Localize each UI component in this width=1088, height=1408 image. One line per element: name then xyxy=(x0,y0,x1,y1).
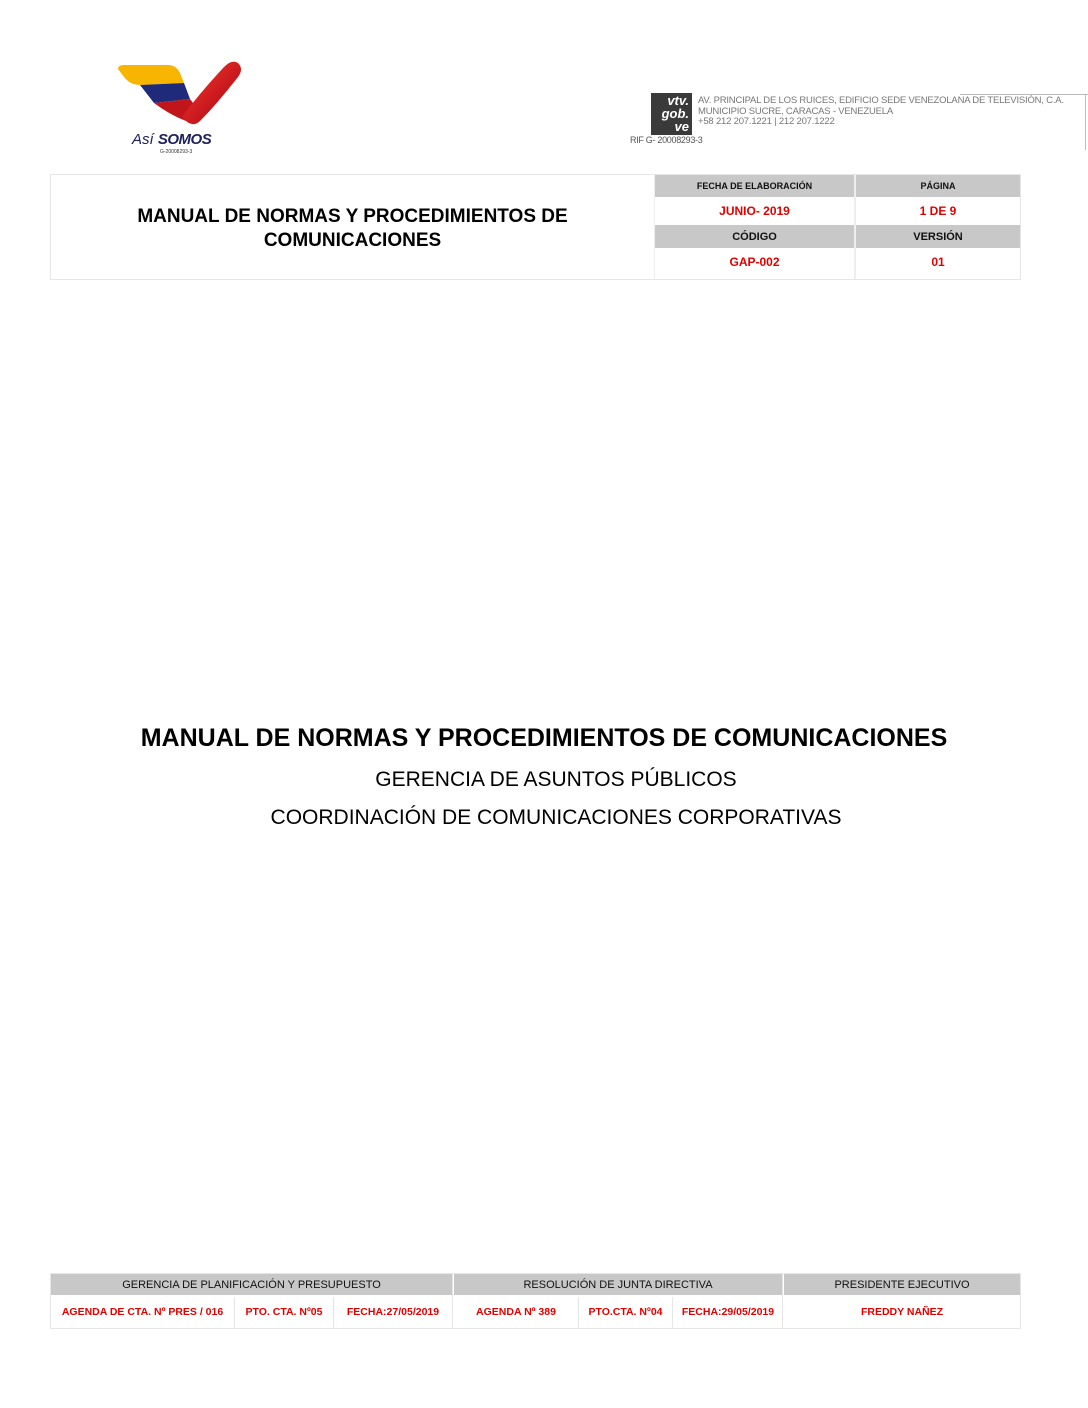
document-subtitle: COORDINACIÓN DE COMUNICACIONES CORPORATIVAS xyxy=(270,806,842,829)
vtv-logo-block xyxy=(630,90,1088,150)
divider xyxy=(654,175,655,279)
divider xyxy=(452,1274,453,1328)
logo-rif: G-20008293-3 xyxy=(160,149,193,155)
footer-cell: PTO.CTA. Nº04 xyxy=(588,1306,663,1318)
footer-cell: AGENDA DE CTA. Nº PRES / 016 xyxy=(61,1306,224,1318)
footer-header: GERENCIA DE PLANIFICACIÓN Y PRESUPUESTO xyxy=(51,1274,452,1295)
divider xyxy=(960,94,1088,95)
version-value: 01 xyxy=(931,255,945,269)
document-subtitle: GERENCIA DE ASUNTOS PÚBLICOS xyxy=(375,768,737,791)
footer-cell: FECHA:27/05/2019 xyxy=(346,1306,440,1318)
fecha-label: FECHA DE ELABORACIÓN xyxy=(655,175,854,197)
fecha-value: JUNIO- 2019 xyxy=(719,204,790,218)
vtv-rif: RIF G- 20008293-3 xyxy=(630,135,703,145)
pagina-label: PÁGINA xyxy=(856,175,1020,197)
vtv-badge: vtv. gob. ve xyxy=(651,93,692,135)
footer-header: PRESIDENTE EJECUTIVO xyxy=(784,1274,1020,1295)
check-mark-logo-icon xyxy=(112,55,252,135)
divider xyxy=(234,1297,235,1328)
brand-wordmark: Así SOMOS xyxy=(132,131,212,148)
divider xyxy=(854,175,856,279)
document-title: MANUAL DE NORMAS Y PROCEDIMIENTOS DE COMUNICACIONES xyxy=(140,724,948,752)
footer-header: RESOLUCIÓN DE JUNTA DIRECTIVA xyxy=(454,1274,782,1295)
pagina-value: 1 DE 9 xyxy=(919,204,957,218)
divider xyxy=(578,1297,579,1328)
version-label: VERSIÓN xyxy=(856,225,1020,248)
vtv-address: AV. PRINCIPAL DE LOS RUICES, EDIFICIO SEDE VENEZOLANA DE TELEVISIÓN, C.A. MUNICIPIO SUCRE, CARACAS - VENEZUELA +58 212 207.1221 | 212 207.1222 xyxy=(698,95,1064,127)
footer-cell: PTO. CTA. Nº05 xyxy=(245,1306,323,1318)
footer-cell: AGENDA Nº 389 xyxy=(476,1306,556,1318)
header-title: MANUAL DE NORMAS Y PROCEDIMIENTOS DE COMUNICACIONES xyxy=(137,206,568,251)
footer-cell: FREDDY NAÑEZ xyxy=(860,1306,944,1318)
divider xyxy=(782,1274,783,1328)
codigo-label: CÓDIGO xyxy=(655,225,854,248)
divider xyxy=(1085,94,1086,150)
divider xyxy=(672,1297,673,1328)
divider xyxy=(333,1297,334,1328)
asi-somos-logo xyxy=(112,55,252,155)
footer-cell: FECHA:29/05/2019 xyxy=(681,1306,775,1318)
codigo-value: GAP-002 xyxy=(729,255,780,269)
